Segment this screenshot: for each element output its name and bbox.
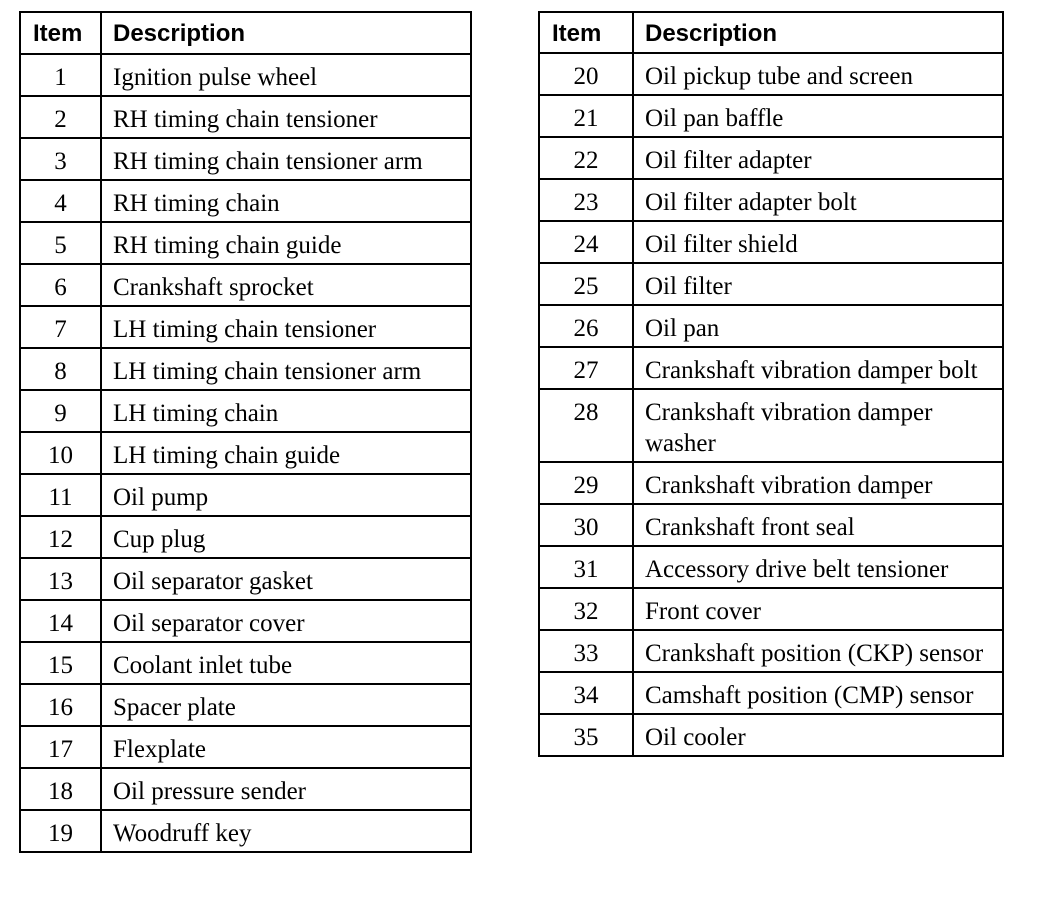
item-description: Oil pressure sender — [101, 768, 471, 810]
description-column-header: Description — [101, 12, 471, 54]
item-description: Crankshaft front seal — [633, 504, 1003, 546]
item-description: RH timing chain — [101, 180, 471, 222]
item-description: RH timing chain guide — [101, 222, 471, 264]
table-row — [539, 53, 1003, 95]
item-number: 11 — [20, 474, 101, 516]
table-row — [539, 263, 1003, 305]
table-row — [539, 588, 1003, 630]
item-number: 25 — [539, 263, 633, 305]
item-number: 2 — [20, 96, 101, 138]
item-description: Crankshaft vibration damper bolt — [633, 347, 1003, 389]
item-number: 23 — [539, 179, 633, 221]
item-number: 22 — [539, 137, 633, 179]
item-number: 12 — [20, 516, 101, 558]
item-number: 27 — [539, 347, 633, 389]
item-number: 9 — [20, 390, 101, 432]
table-header-row — [20, 12, 471, 54]
item-description: Crankshaft vibration damper — [633, 462, 1003, 504]
item-number: 19 — [20, 810, 101, 852]
table-row — [539, 462, 1003, 504]
item-description: Spacer plate — [101, 684, 471, 726]
item-description: RH timing chain tensioner arm — [101, 138, 471, 180]
table-row — [539, 221, 1003, 263]
item-description: Crankshaft vibration damper washer — [633, 389, 1003, 462]
item-description: Oil pan — [633, 305, 1003, 347]
item-number: 16 — [20, 684, 101, 726]
item-description: Oil separator gasket — [101, 558, 471, 600]
item-description: Cup plug — [101, 516, 471, 558]
table-header-row — [539, 12, 1003, 53]
item-description: LH timing chain tensioner — [101, 306, 471, 348]
item-number: 24 — [539, 221, 633, 263]
item-number: 34 — [539, 672, 633, 714]
item-number: 21 — [539, 95, 633, 137]
left-table-body — [20, 54, 471, 852]
item-number: 8 — [20, 348, 101, 390]
item-description: Front cover — [633, 588, 1003, 630]
table-row — [539, 504, 1003, 546]
item-column-header: Item — [20, 12, 101, 54]
item-description: Crankshaft position (CKP) sensor — [633, 630, 1003, 672]
item-number: 5 — [20, 222, 101, 264]
table-row — [539, 546, 1003, 588]
item-description: Oil pan baffle — [633, 95, 1003, 137]
item-number: 4 — [20, 180, 101, 222]
table-row — [20, 600, 471, 642]
item-description: Oil cooler — [633, 714, 1003, 756]
item-description: LH timing chain guide — [101, 432, 471, 474]
item-number: 29 — [539, 462, 633, 504]
table-row — [539, 179, 1003, 221]
item-number: 14 — [20, 600, 101, 642]
item-number: 35 — [539, 714, 633, 756]
table-row — [20, 306, 471, 348]
item-number: 10 — [20, 432, 101, 474]
item-description: Oil pump — [101, 474, 471, 516]
item-number: 30 — [539, 504, 633, 546]
parts-table-left — [19, 11, 472, 853]
item-number: 6 — [20, 264, 101, 306]
item-number: 1 — [20, 54, 101, 96]
table-row — [539, 95, 1003, 137]
table-row — [20, 348, 471, 390]
item-number: 32 — [539, 588, 633, 630]
table-row — [20, 264, 471, 306]
table-row — [20, 474, 471, 516]
table-row — [20, 684, 471, 726]
item-description: Accessory drive belt tensioner — [633, 546, 1003, 588]
table-row — [539, 630, 1003, 672]
table-row — [20, 180, 471, 222]
table-row — [20, 96, 471, 138]
item-number: 3 — [20, 138, 101, 180]
item-description: LH timing chain — [101, 390, 471, 432]
item-number: 17 — [20, 726, 101, 768]
item-description: Ignition pulse wheel — [101, 54, 471, 96]
item-description: Oil separator cover — [101, 600, 471, 642]
item-description: Oil filter shield — [633, 221, 1003, 263]
item-description: RH timing chain tensioner — [101, 96, 471, 138]
item-number: 18 — [20, 768, 101, 810]
item-description: Crankshaft sprocket — [101, 264, 471, 306]
item-number: 7 — [20, 306, 101, 348]
item-description: Oil filter adapter — [633, 137, 1003, 179]
table-row — [539, 714, 1003, 756]
item-description: Camshaft position (CMP) sensor — [633, 672, 1003, 714]
table-row — [539, 672, 1003, 714]
table-row — [20, 726, 471, 768]
item-number: 33 — [539, 630, 633, 672]
right-table-body — [539, 53, 1003, 756]
table-row — [20, 768, 471, 810]
table-row — [20, 516, 471, 558]
item-description: Oil filter — [633, 263, 1003, 305]
table-row — [20, 642, 471, 684]
item-number: 31 — [539, 546, 633, 588]
table-row — [20, 138, 471, 180]
item-number: 26 — [539, 305, 633, 347]
parts-table-right — [538, 11, 1004, 757]
item-number: 20 — [539, 53, 633, 95]
table-row — [20, 222, 471, 264]
table-row — [20, 432, 471, 474]
table-row — [539, 137, 1003, 179]
table-row — [539, 305, 1003, 347]
item-number: 28 — [539, 389, 633, 462]
item-description: LH timing chain tensioner arm — [101, 348, 471, 390]
table-row — [20, 810, 471, 852]
item-description: Flexplate — [101, 726, 471, 768]
table-row — [20, 390, 471, 432]
item-number: 15 — [20, 642, 101, 684]
item-number: 13 — [20, 558, 101, 600]
table-row — [20, 54, 471, 96]
item-description: Woodruff key — [101, 810, 471, 852]
item-column-header: Item — [539, 12, 633, 53]
description-column-header: Description — [633, 12, 1003, 53]
table-row — [539, 389, 1003, 462]
item-description: Coolant inlet tube — [101, 642, 471, 684]
table-row — [20, 558, 471, 600]
item-description: Oil filter adapter bolt — [633, 179, 1003, 221]
item-description: Oil pickup tube and screen — [633, 53, 1003, 95]
table-row — [539, 347, 1003, 389]
